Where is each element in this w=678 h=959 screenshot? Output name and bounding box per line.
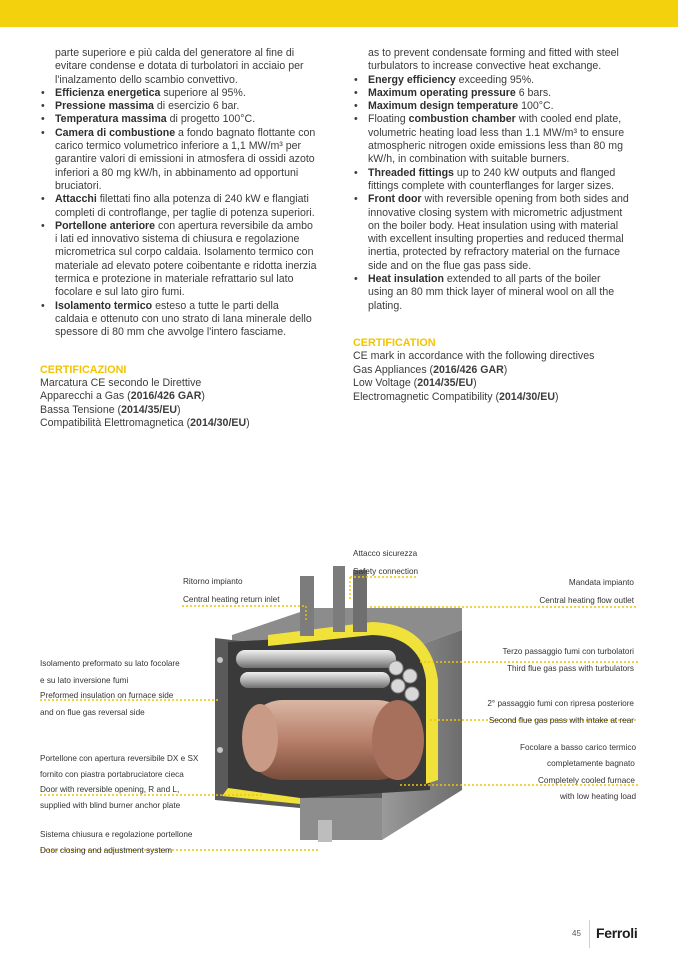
- bullet-line: inferiori a 80 mg kW/h, in abbinamento ad opportuni: [55, 166, 299, 179]
- bullet-keyword: Maximum design temperature: [368, 100, 519, 113]
- left-bullet-list: [40, 87, 330, 340]
- tube-end: [391, 679, 405, 693]
- right-cert-lines: [353, 350, 645, 404]
- label-second-en: Second flue gas pass with intake at rear: [488, 716, 634, 725]
- bullet-item: [40, 300, 330, 340]
- bullet-line: completi di controflange, per taglie di potenza superiori.: [55, 206, 315, 219]
- label-door-it2: fornito con piastra portabruciatore cieca: [40, 770, 184, 779]
- label-furnace-en1: Completely cooled furnace: [538, 776, 635, 785]
- bullet-text: filettati fino alla potenza di 240 kW e flangiati: [96, 193, 309, 206]
- combustion-chamber-front: [242, 704, 278, 772]
- cert-code: 2016/426 GAR: [130, 390, 202, 403]
- bullet-keyword: Efficienza energetica: [55, 86, 161, 99]
- label-return-it: Ritorno impianto: [183, 577, 243, 586]
- bullet-first-line: [368, 74, 645, 87]
- front-lower-panel: [300, 798, 382, 840]
- bullet-item: [353, 193, 645, 273]
- cert-line: [40, 390, 330, 404]
- safety-pipe: [333, 566, 345, 632]
- cert-end: ): [503, 363, 508, 376]
- bullet-line: plating.: [368, 299, 403, 312]
- bullet-item: [40, 193, 330, 220]
- bullet-first-line: [368, 113, 645, 126]
- label-second-it: 2° passaggio fumi con ripresa posteriore: [487, 699, 634, 708]
- label-insul-it1: Isolamento preformato su lato focolare: [40, 659, 180, 668]
- cert-code: 2014/30/EU: [499, 390, 555, 403]
- bullet-line: inertia, protected by refractory material on the furnace: [368, 246, 621, 259]
- bullet-text: esteso a tutte le parti della: [152, 299, 279, 312]
- label-insul-en2: and on flue gas reversal side: [40, 708, 145, 717]
- bullet-text: with reversible opening from both sides and: [421, 193, 629, 206]
- label-flow-it: Mandata impianto: [568, 578, 634, 587]
- bullet-line: fittings complete with counterflanges for larger sizes.: [368, 179, 615, 192]
- bullet-line: side and on the flue gas pass side.: [368, 259, 532, 272]
- bullet-keyword: Energy efficiency: [368, 73, 456, 86]
- bullet-first-line: [55, 127, 330, 140]
- door-hinge: [217, 657, 223, 663]
- cert-end: ): [554, 390, 559, 403]
- cert-code: 2014/35/EU: [417, 377, 474, 390]
- label-insul-en1: Preformed insulation on furnace side: [40, 691, 174, 700]
- tube-end: [405, 687, 419, 701]
- cert-end: ): [201, 390, 205, 403]
- tube-end: [389, 661, 403, 675]
- bullet-line: atmospheric nitrogen oxide emissions less than 80 mg: [368, 140, 623, 153]
- door-hinge: [217, 747, 223, 753]
- label-flow-en: Central heating flow outlet: [539, 596, 634, 605]
- cert-code: 2016/426 GAR: [433, 363, 504, 376]
- bullet-item: [353, 273, 645, 313]
- bullet-line: garantire valori di emissioni in atmosfera di ossidi azoto: [55, 153, 315, 166]
- cert-end: ): [473, 377, 477, 390]
- bullet-first-line: [55, 100, 330, 113]
- bullet-item: [40, 100, 330, 113]
- bullet-line: materiale ad elevato potere coibentante e ridotta inerzia: [55, 259, 317, 272]
- bullet-first-line: [368, 193, 645, 206]
- bullet-item: [40, 87, 330, 100]
- bullet-text: exceeding 95%.: [455, 73, 535, 86]
- cert-text: Apparecchi a Gas (: [40, 390, 131, 403]
- bullet-first-line: [368, 167, 645, 180]
- label-return-en: Central heating return inlet: [183, 595, 280, 604]
- intro-line: as to prevent condensate forming and fitted with steel: [368, 47, 619, 59]
- bullet-first-line: [55, 193, 330, 206]
- bullet-text: di progetto 100°C.: [166, 113, 256, 126]
- label-door-it1: Portellone con apertura reversibile DX e SX: [40, 754, 199, 763]
- cert-line: [40, 404, 330, 418]
- intro-line: turbulators to increase convective heat exchange.: [368, 60, 602, 73]
- bullet-keyword: Heat insulation: [368, 273, 444, 286]
- cert-line: [353, 377, 645, 391]
- bullet-keyword: Attacchi: [55, 193, 97, 206]
- bullet-line: termica e protezione in materiale refrattario sul lato: [55, 273, 294, 286]
- bullet-item: [40, 220, 330, 300]
- intro-line: evitare condense e dotata di turbolatori in acciaio per: [55, 60, 304, 73]
- cert-line: [40, 417, 330, 431]
- label-safety-en: Safety connection: [353, 567, 419, 576]
- bullet-first-line: [55, 87, 330, 100]
- bullet-keyword: Pressione massima: [55, 100, 154, 113]
- bullet-keyword: Portellone anteriore: [55, 219, 156, 232]
- bullet-first-line: [55, 220, 330, 233]
- intro-line: parte superiore e più calda del generatore al fine di: [55, 47, 295, 59]
- tube-end: [403, 669, 417, 683]
- bullet-line: using an 80 mm thick layer of mineral wool on all the: [368, 286, 615, 299]
- cert-text: Compatibilità Elettromagnetica (: [40, 417, 191, 430]
- cert-text: Bassa Tensione (: [40, 403, 122, 416]
- bullet-line: micrometrica sul corpo caldaia. Isolamento termico con: [55, 246, 314, 259]
- bullet-line: with excellent insulting properties and reduced thermal: [368, 233, 624, 246]
- left-cert-lines: [40, 377, 330, 431]
- right-intro: [353, 47, 645, 74]
- door-closing-handle: [318, 820, 332, 842]
- label-door-en2: supplied with blind burner anchor plate: [40, 801, 181, 810]
- cert-text: Marcatura CE secondo le Direttive: [40, 376, 202, 389]
- bullet-text: with cooled end plate,: [515, 113, 622, 126]
- right-cert-title: CERTIFICATION: [353, 336, 436, 349]
- intro-line: l'inalzamento dello scambio convettivo.: [55, 73, 238, 86]
- top-accent-bar: [0, 0, 678, 27]
- bullet-keyword: Isolamento termico: [55, 299, 153, 312]
- right-bullet-list: [353, 74, 645, 313]
- combustion-chamber-end: [372, 700, 424, 780]
- cert-end: ): [177, 403, 181, 416]
- cert-line: [353, 391, 645, 405]
- bullet-first-line: [368, 273, 645, 286]
- bullet-item: [40, 113, 330, 126]
- bullet-text: di esercizio 6 bar.: [153, 100, 240, 113]
- page-number: 45: [572, 929, 581, 938]
- bullet-keyword: Temperatura massima: [55, 113, 167, 126]
- bullet-line: kW/h, in combination with suitable burners.: [368, 153, 570, 166]
- bullet-line: i lati ed innovativo sistema di chiusura e regolazione: [55, 233, 300, 246]
- left-cert-title: CERTIFICAZIONI: [40, 363, 127, 376]
- label-closing-it: Sistema chiusura e regolazione portellone: [40, 830, 193, 839]
- bullet-text: 100°C.: [518, 100, 554, 113]
- bullet-text: extended to all parts of the boiler: [443, 273, 601, 286]
- flow-pipe: [353, 570, 367, 632]
- bullet-line: spessore di 80 mm che avvolge l'intero fasciame.: [55, 326, 287, 339]
- cert-end: ): [246, 417, 250, 430]
- right-column: [353, 47, 645, 404]
- bullet-item: [40, 127, 330, 193]
- boiler-cutaway-diagram: [0, 540, 678, 870]
- bullet-item: [353, 74, 645, 87]
- bullet-keyword: combustion chamber: [408, 113, 516, 126]
- cert-text: CE mark in accordance with the following directives: [353, 350, 595, 363]
- bullet-line: focolare e sul lato giro fumi.: [55, 286, 185, 299]
- bullet-line: on the boiler body. Heat insulation using with material: [368, 219, 619, 232]
- cert-line: [353, 350, 645, 364]
- bullet-keyword: Camera di combustione: [55, 126, 176, 139]
- bullet-text: up to 240 kW outputs and flanged: [453, 166, 616, 179]
- cert-text: Low Voltage (: [353, 377, 418, 390]
- bullet-first-line: [368, 87, 645, 100]
- bullet-first-line: [55, 113, 330, 126]
- cert-line: [40, 377, 330, 391]
- cert-code: 2014/35/EU: [121, 403, 178, 416]
- bullet-line: innovative closing system with micrometric adjustment: [368, 206, 623, 219]
- bullet-item: [353, 87, 645, 100]
- bullet-text: a fondo bagnato flottante con: [175, 126, 316, 139]
- cert-text: Electromagnetic Compatibility (: [353, 390, 500, 403]
- bullet-keyword: Maximum operating pressure: [368, 86, 516, 99]
- bullet-text: 6 bars.: [515, 86, 552, 99]
- bullet-first-line: [55, 300, 330, 313]
- bullet-item: [353, 113, 645, 166]
- bullet-line: bruciatori.: [55, 179, 102, 192]
- bullet-first-line: [368, 100, 645, 113]
- cert-text: Gas Appliances (: [353, 363, 434, 376]
- bullet-line: caldaia e ottenuto con uno strato di lana minerale dello: [55, 312, 312, 325]
- label-furnace-en2: with low heating load: [560, 792, 637, 801]
- label-insul-it2: e su lato inversione fumi: [40, 676, 129, 685]
- label-furnace-it1: Focolare a basso carico termico: [520, 743, 637, 752]
- bullet-text: superiore al 95%.: [160, 86, 246, 99]
- bullet-item: [353, 167, 645, 194]
- smoke-tube-2: [240, 672, 390, 688]
- label-furnace-it2: completamente bagnato: [547, 759, 635, 768]
- left-intro: [40, 47, 330, 87]
- bullet-line: volumetric heating load less than 1.1 MW/m³ to ensure: [368, 126, 625, 139]
- ferroli-logo: Ferroli: [596, 925, 638, 941]
- cert-line: [353, 364, 645, 378]
- bullet-text: Floating: [368, 113, 409, 126]
- label-door-en1: Door with reversible opening, R and L,: [40, 785, 180, 794]
- label-third-it: Terzo passaggio fumi con turbolatori: [502, 647, 634, 656]
- bullet-text: con apertura reversibile da ambo: [155, 219, 313, 232]
- bullet-keyword: Threaded fittings: [368, 166, 454, 179]
- cert-code: 2014/30/EU: [190, 417, 247, 430]
- bullet-item: [353, 100, 645, 113]
- label-third-en: Third flue gas pass with turbulators: [507, 664, 634, 673]
- label-safety-it: Attacco sicurezza: [353, 549, 418, 558]
- label-closing-en: Door closing and adjustment system: [40, 846, 172, 855]
- bullet-keyword: Front door: [368, 193, 422, 206]
- footer-divider: [589, 920, 590, 948]
- left-column: [40, 47, 330, 431]
- bullet-line: carico termico volumetrico inferiore a 1,1 MW/m³ per: [55, 140, 302, 153]
- smoke-tube-1: [236, 650, 396, 668]
